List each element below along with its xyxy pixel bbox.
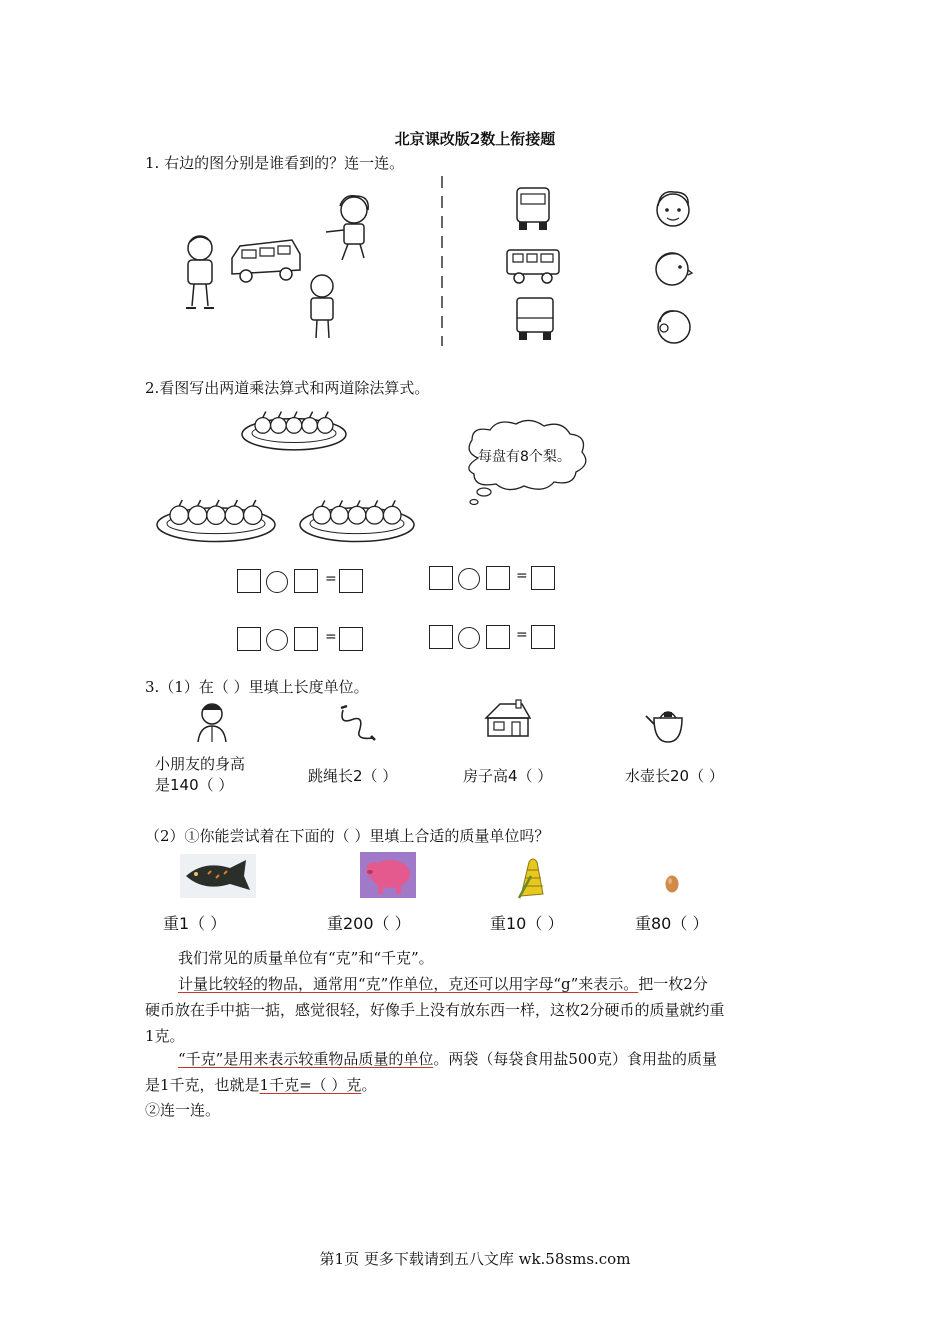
pear-stem-icon <box>294 412 297 418</box>
equals-sign: = <box>325 629 337 645</box>
pear-stem-icon <box>198 500 201 506</box>
boy-side-face-icon <box>652 248 694 290</box>
pear-stem-icon <box>263 412 266 418</box>
egg-icon <box>664 874 680 894</box>
pear-icon <box>271 418 287 434</box>
boy-top-icon <box>322 192 378 264</box>
pear-icon <box>188 506 206 524</box>
pear-icon <box>207 506 225 524</box>
pear-icon <box>317 418 333 434</box>
answer-box[interactable] <box>486 566 510 590</box>
question-1-prompt: 1. 右边的图分别是谁看到的？连一连。 <box>145 154 405 172</box>
paragraph-kilogram: “千克”是用来表示较重物品质量的单位。两袋（每袋食用盐500克）食用盐的质量 是1千克，也就是1千克=（ ）克。 <box>145 1050 717 1094</box>
length-item-child: 小朋友的身高 是140（ ） <box>155 755 246 794</box>
pear-icon <box>348 506 366 524</box>
answer-box[interactable] <box>237 627 261 651</box>
answer-box[interactable] <box>339 569 363 593</box>
equals-sign: = <box>516 568 528 584</box>
corn-icon <box>513 856 549 900</box>
equals-sign: = <box>325 571 337 587</box>
pear-icon <box>255 418 271 434</box>
pear-icon <box>225 506 243 524</box>
bus-side-view-icon <box>505 246 561 286</box>
pear-stem-icon <box>392 500 395 506</box>
boy-left-icon <box>178 232 223 312</box>
question-3-part2-prompt: （2）①你能尝试着在下面的（ ）里填上合适的质量单位吗？ <box>145 827 550 845</box>
pear-plate-icon <box>155 490 277 546</box>
operator-circle[interactable] <box>266 629 288 651</box>
page-title: 北京课改版2数上衔接题 <box>394 130 556 148</box>
page-footer: 第1页 更多下载请到五八文库 wk.58sms.com <box>319 1250 631 1268</box>
mass-item-egg: 重80（ ） <box>635 914 709 933</box>
pear-icon <box>170 506 188 524</box>
kettle-icon <box>644 704 692 746</box>
boy-bottom-icon <box>302 272 342 344</box>
fish-icon <box>180 854 256 898</box>
operator-circle[interactable] <box>458 627 480 649</box>
kilogram-conversion-blank[interactable]: 1千克=（ ）克 <box>259 1076 362 1094</box>
answer-box[interactable] <box>237 569 261 593</box>
jump-rope-icon <box>337 704 379 742</box>
dashed-divider <box>440 176 444 346</box>
answer-box[interactable] <box>531 625 555 649</box>
pear-stem-icon <box>253 500 256 506</box>
pear-plate-icon <box>298 490 416 546</box>
pear-icon <box>286 418 302 434</box>
pear-plate-icon <box>240 402 348 454</box>
mass-item-fish: 重1（ ） <box>163 914 227 933</box>
answer-box[interactable] <box>531 566 555 590</box>
boy-face-icon <box>652 188 694 230</box>
operator-circle[interactable] <box>458 568 480 590</box>
question-2-prompt: 2.看图写出两道乘法算式和两道除法算式。 <box>145 379 430 397</box>
paragraph-gram: 计量比较轻的物品，通常用“克”作单位，克还可以用字母“g”来表示。把一枚2分 硬币放在手中掂一掂，感觉很轻，好像手上没有放东西一样，这枚2分硬币的质量就约重 1克。 <box>145 975 725 1045</box>
answer-box[interactable] <box>339 627 363 651</box>
pear-stem-icon <box>357 500 360 506</box>
child-icon <box>192 700 232 744</box>
length-item-rope: 跳绳长2（ ） <box>308 767 398 785</box>
mass-item-corn: 重10（ ） <box>490 914 564 933</box>
pear-icon <box>244 506 262 524</box>
paragraph-mass-units: 我们常见的质量单位有“克”和“千克”。 <box>178 949 434 967</box>
pear-stem-icon <box>325 412 328 418</box>
pear-stem-icon <box>216 500 219 506</box>
house-icon <box>484 700 532 740</box>
pear-icon <box>366 506 384 524</box>
truck-front-view-icon <box>513 184 553 232</box>
pear-icon <box>331 506 349 524</box>
answer-box[interactable] <box>294 569 318 593</box>
connect-prompt: ②连一连。 <box>145 1101 221 1119</box>
pear-stem-icon <box>339 500 342 506</box>
truck-back-view-icon <box>513 296 557 342</box>
answer-box[interactable] <box>429 566 453 590</box>
pear-icon <box>302 418 318 434</box>
bubble-text: 每盘有8个梨。 <box>478 449 571 465</box>
answer-box[interactable] <box>429 625 453 649</box>
pear-stem-icon <box>234 500 237 506</box>
boy-back-head-icon <box>652 306 694 348</box>
question-3-part1-prompt: 3.（1）在（ ）里填上长度单位。 <box>145 678 369 696</box>
pear-icon <box>383 506 401 524</box>
operator-circle[interactable] <box>266 571 288 593</box>
answer-box[interactable] <box>486 625 510 649</box>
pear-stem-icon <box>278 412 281 418</box>
mass-item-pig: 重200（ ） <box>327 914 411 933</box>
pear-stem-icon <box>322 500 325 506</box>
toy-car-icon <box>228 236 304 284</box>
pear-stem-icon <box>179 500 182 506</box>
answer-box[interactable] <box>294 627 318 651</box>
kilogram-definition-underlined: “千克”是用来表示较重物品质量的单位 <box>178 1050 434 1068</box>
length-item-kettle: 水壶长20（ ） <box>625 767 724 785</box>
gram-definition-underlined: 计量比较轻的物品，通常用“克”作单位，克还可以用字母“g”来表示。 <box>178 975 639 993</box>
pear-stem-icon <box>310 412 313 418</box>
pig-icon <box>360 852 416 898</box>
pear-stem-icon <box>375 500 378 506</box>
pear-icon <box>313 506 331 524</box>
equals-sign: = <box>516 627 528 643</box>
length-item-house: 房子高4（ ） <box>463 767 553 785</box>
